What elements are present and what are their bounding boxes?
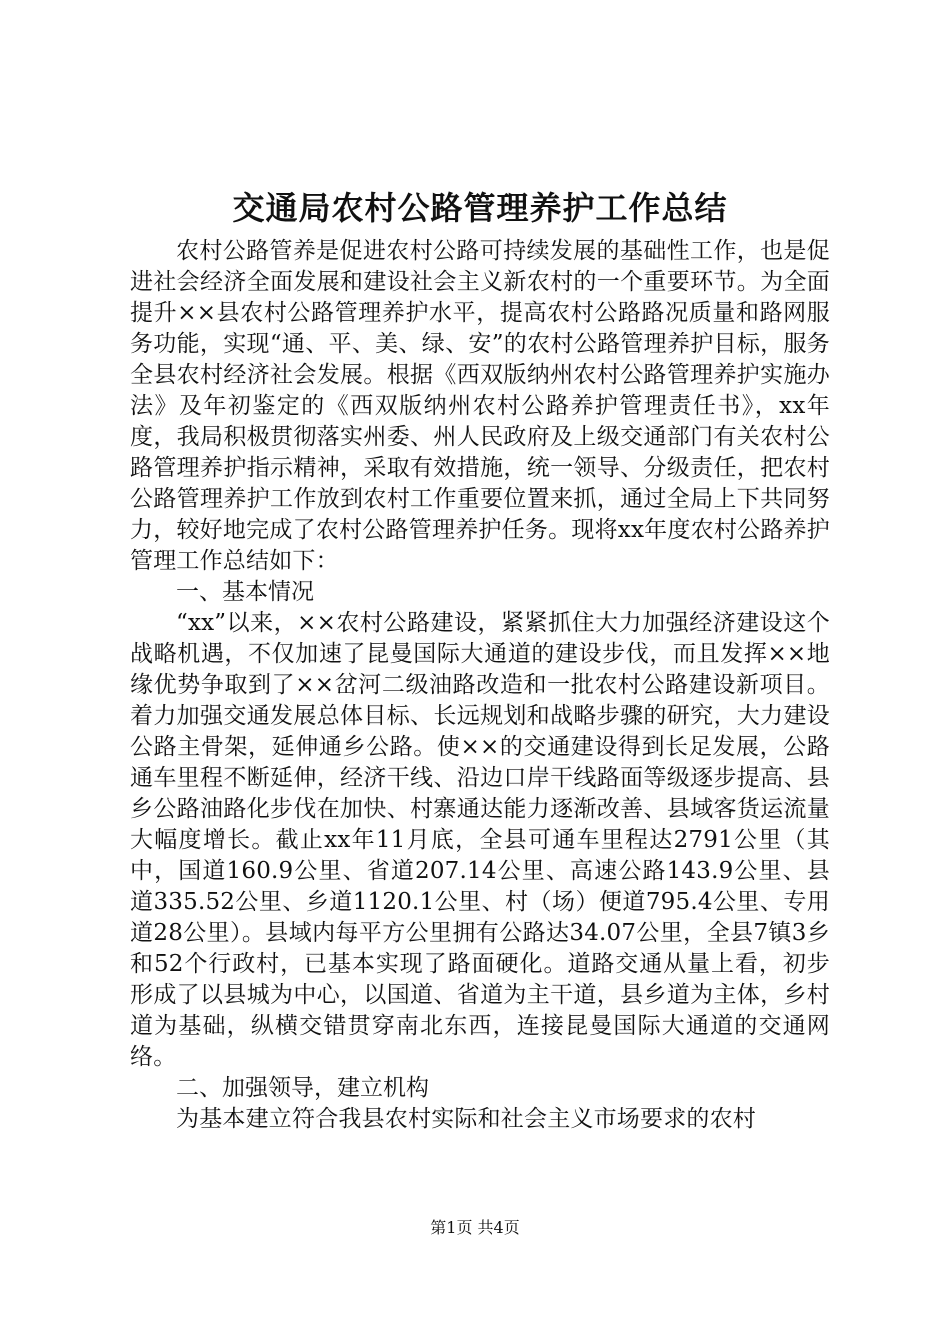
section-basic-situation-paragraph: “xx”以来，××农村公路建设，紧紧抓住大力加强经济建设这个战略机遇，不仅加速了昆曼国际大通道的建设步伐，而且发挥××地缘优势争取到了××岔河二级油路改造和一批农村公路建设新项目。着力加强交通发展总体目标、长远规划和战略步骤的研究，大力建设公路主骨架，延伸通乡公路。使××的交通建设得到长足发展，公路通车里程不断延伸，经济干线、沿边口岸干线路面等级逐步提高、县乡公路油路化步伐在加快、村寨通达能力逐渐改善、县域客货运流量大幅度增长。截止xx年11月底，全县可通车里程达2791公里（其中，国道160.9公里、省道207.14公里、高速公路143.9公里、县道335.52公里、乡道1120.1公里、村（场）便道795.4公里、专用道28公里）。县域内每平方公里拥有公路达34.07公里，全县7镇3乡和52个行政村，已基本实现了路面硬化。道路交通从量上看，初步形成了以县城为中心，以国道、省道为主干道，县乡道为主体，乡村道为基础，纵横交错贯穿南北东西，连接昆曼国际大通道的交通网络。 bbox=[130, 610, 830, 1070]
section-heading-leadership: 二、加强领导，建立机构 bbox=[176, 1075, 429, 1101]
document-page bbox=[130, 180, 830, 1135]
document-title: 交通局农村公路管理养护工作总结 bbox=[232, 189, 728, 227]
page-number-footer: 第1页 共4页 bbox=[430, 1218, 520, 1237]
section-leadership-paragraph: 为基本建立符合我县农村实际和社会主义市场要求的农村 bbox=[176, 1106, 756, 1132]
section-heading-basic-situation: 一、基本情况 bbox=[176, 579, 314, 605]
intro-paragraph: 农村公路管养是促进农村公路可持续发展的基础性工作，也是促进社会经济全面发展和建设社会主义新农村的一个重要环节。为全面提升××县农村公路管理养护水平，提高农村公路路况质量和路网服务功能，实现“通、平、美、绿、安”的农村公路管理养护目标，服务全县农村经济社会发展。根据《西双版纳州农村公路管理养护实施办法》及年初鉴定的《西双版纳州农村公路养护管理责任书》，xx年度，我局积极贯彻落实州委、州人民政府及上级交通部门有关农村公路管理养护指示精神，采取有效措施，统一领导、分级责任，把农村公路管理养护工作放到农村工作重要位置来抓，通过全局上下共同努力，较好地完成了农村公路管理养护任务。现将xx年度农村公路养护管理工作总结如下： bbox=[130, 238, 830, 574]
